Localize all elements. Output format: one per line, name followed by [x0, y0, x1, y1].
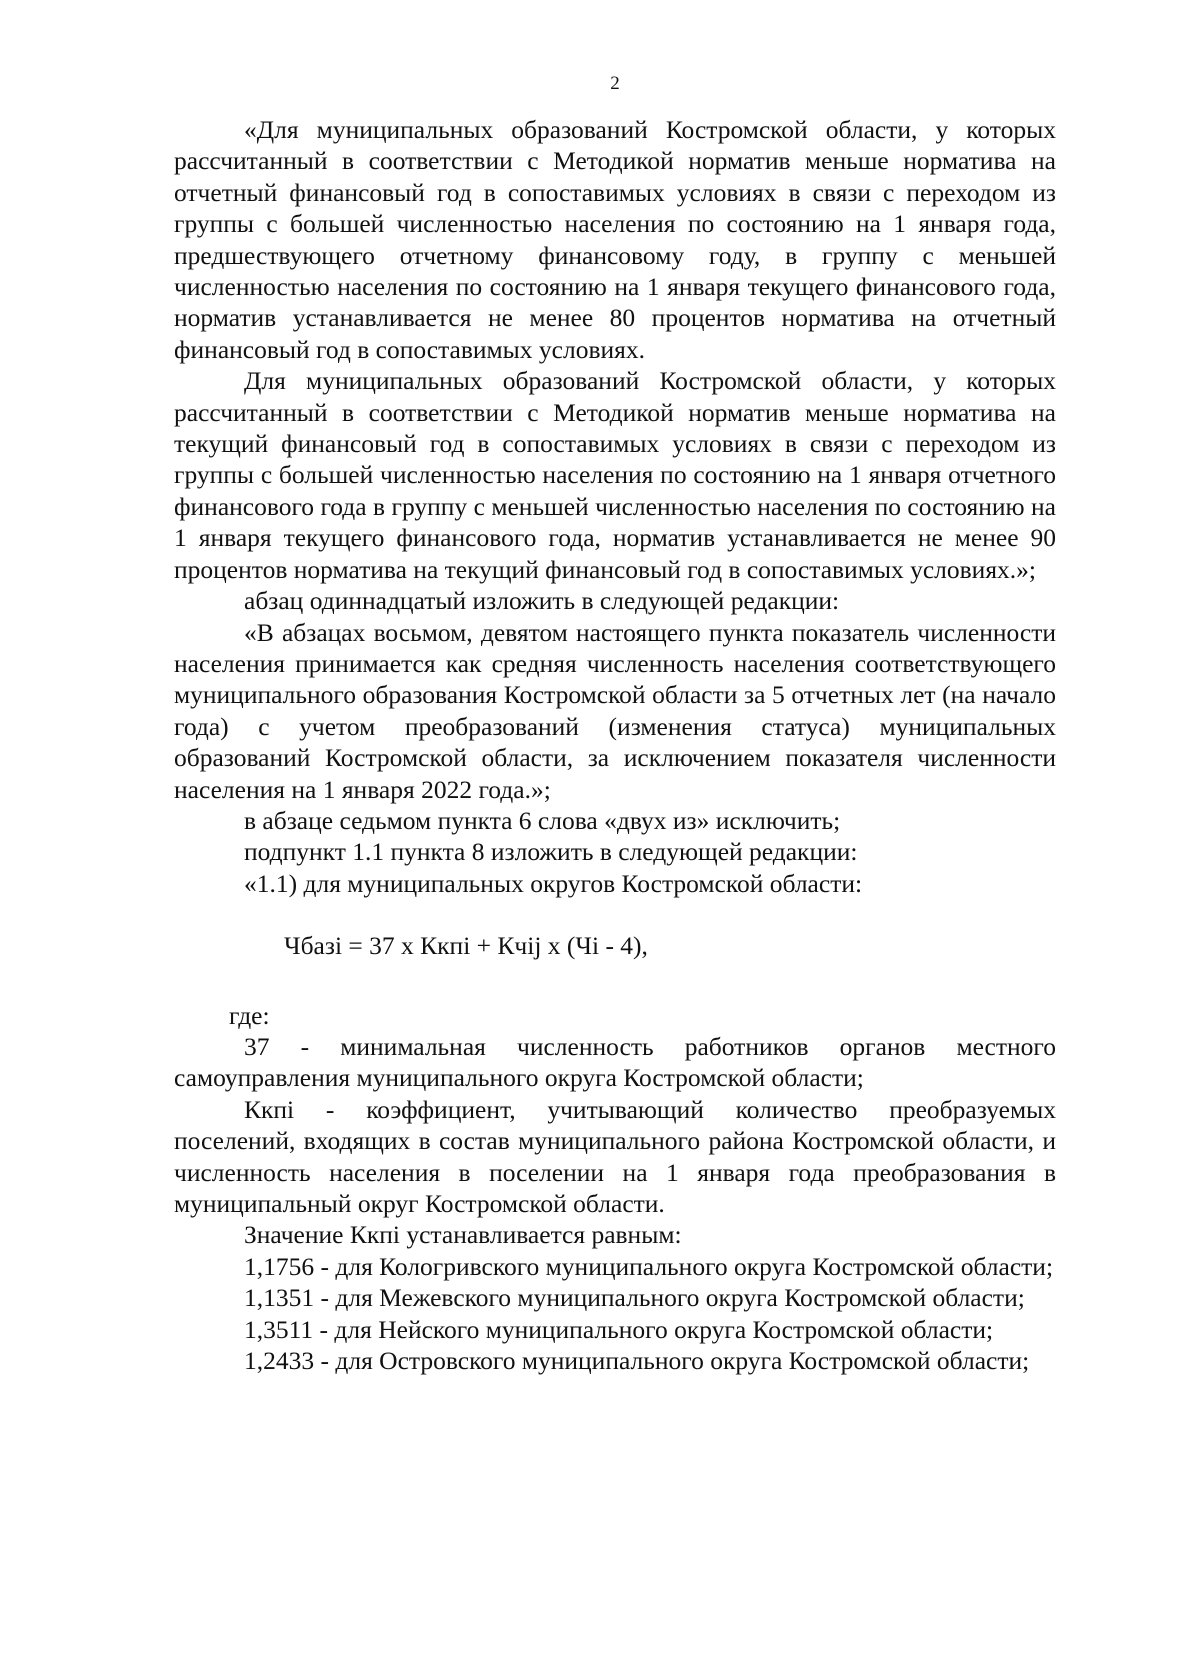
page-number: 2: [610, 73, 620, 94]
kkpi-ostrovskoe: 1,2433 - для Островского муниципального округа Костромской области;: [244, 1346, 1030, 1376]
kkpi-values-intro: Значение Ккпi устанавливается равным:: [244, 1220, 682, 1250]
where-label: где:: [229, 1000, 270, 1030]
document-body: [174, 114, 1056, 1376]
paragraph-population-indicator: «В абзацах восьмом, девятом настоящего пункта показатель численности населения принимается как средняя численность населения соответствующего муниципального образования Костромской области за 5 отчетных лет (на начало года) с учетом преобразований (изменения статуса) муниципальных образований Костромской области, за исключением показателя численности населения на 1 января 2022 года.»;: [174, 617, 1056, 804]
paragraph-point-8-instruction: подпункт 1.1 пункта 8 изложить в следующей редакции:: [244, 837, 858, 867]
kkpi-neya: 1,3511 - для Нейского муниципального округа Костромской области;: [244, 1314, 994, 1344]
formula: Чбазi = 37 x Ккпi + Кчij x (Чi - 4),: [284, 931, 648, 961]
definition-37: 37 - минимальная численность работников органов местного самоуправления муниципального округа Костромской области;: [174, 1031, 1056, 1093]
paragraph-norm-90: Для муниципальных образований Костромской области, у которых рассчитанный в соответствии с Методикой норматив меньше норматива на текущий финансовый год в сопоставимых условиях в связи с переходом из группы с большей численностью населения по состоянию на 1 января отчетного финансового года в группу с меньшей численностью населения по состоянию на 1 января текущего финансового года, норматив устанавливается не менее 90 процентов норматива на текущий финансовый год в сопоставимых условиях.»;: [174, 366, 1056, 584]
paragraph-point-6-amendment: в абзаце седьмом пункта 6 слова «двух из» исключить;: [244, 805, 841, 835]
kkpi-mezha: 1,1351 - для Межевского муниципального округа Костромской области;: [244, 1283, 1025, 1313]
paragraph-norm-80: «Для муниципальных образований Костромской области, у которых рассчитанный в соответствии с Методикой норматив меньше норматива на отчетный финансовый год в сопоставимых условиях в связи с переходом из группы с большей численностью населения по состоянию на 1 января года, предшествующего отчетному финансовому году, в группу с меньшей численностью населения по состоянию на 1 января текущего финансового года, норматив устанавливается не менее 80 процентов норматива на отчетный финансовый год в сопоставимых условиях.: [174, 115, 1056, 364]
paragraph-eleventh-instruction: абзац одиннадцатый изложить в следующей редакции:: [244, 586, 840, 616]
paragraph-subpoint-1-1: «1.1) для муниципальных округов Костромской области:: [244, 868, 863, 898]
spacer: [174, 962, 1056, 1000]
kkpi-kologriv: 1,1756 - для Кологривского муниципального округа Костромской области;: [244, 1251, 1054, 1281]
definition-kkpi: Ккпi - коэффициент, учитывающий количество преобразуемых поселений, входящих в состав муниципального района Костромской области, и численность населения в поселении на 1 января года преобразования в муниципальный округ Костромской области.: [174, 1094, 1056, 1218]
spacer: [174, 899, 1056, 930]
